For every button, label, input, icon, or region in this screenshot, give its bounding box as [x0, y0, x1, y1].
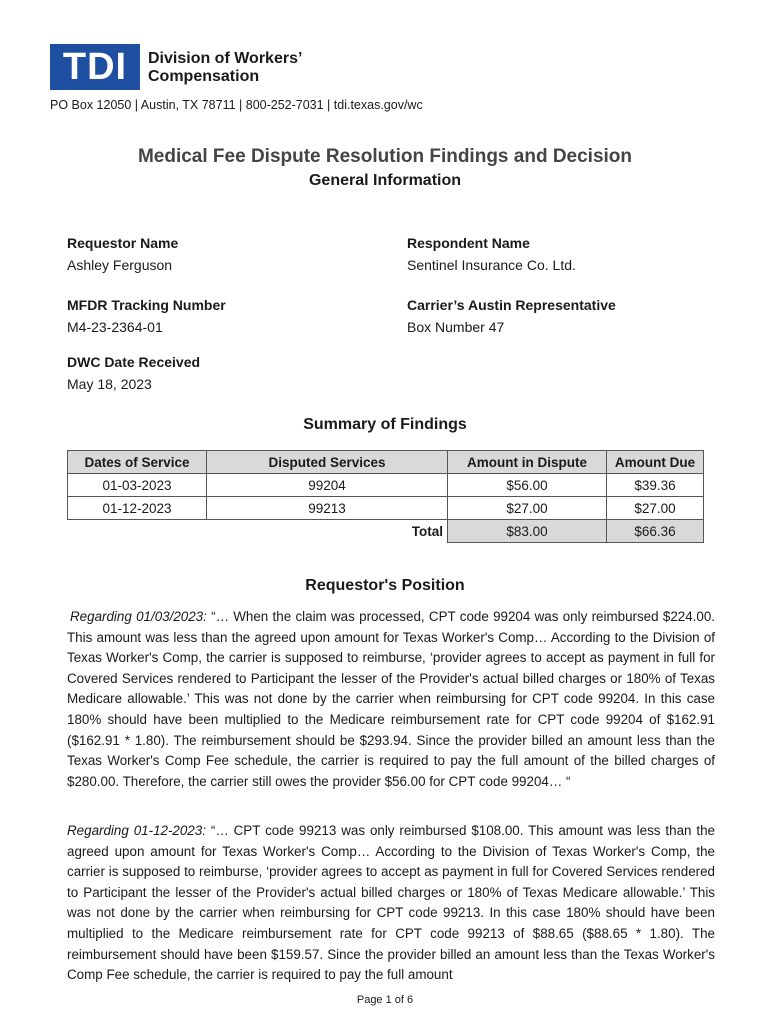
- respondent-field: [407, 235, 576, 273]
- respondent-label: Respondent Name: [407, 235, 530, 251]
- requestor-position-heading: Requestor's Position: [305, 577, 465, 594]
- received-label: DWC Date Received: [67, 354, 201, 370]
- tdi-logo: TDI: [50, 44, 140, 90]
- tracking-value: M4-23-2364-01: [67, 319, 163, 335]
- cell-dispute: $27.00: [448, 497, 607, 520]
- findings-table: [67, 450, 704, 543]
- section-general-information: General Information: [308, 172, 462, 189]
- carrier-label: Carrier’s Austin Representative: [407, 297, 616, 313]
- cell-service: 99204: [207, 474, 448, 497]
- page-number: Page 1 of 6: [356, 994, 414, 1006]
- carrier-value: Box Number 47: [407, 319, 505, 335]
- position-paragraph-1: [67, 607, 715, 792]
- total-dispute: $83.00: [448, 520, 607, 543]
- paragraph-1-text: “… When the claim was processed, CPT code 99204 was only reimbursed $224.00. This amount was less than the agreed upon amount for Texas Worker's Comp… According to the Division of Texas Worker's Comp, the carrier is supposed to reimburse, ‘provider agrees to accept as payment in full for Covered Services rendered to Participant the lesser of the Provider's actual billed charges or 180% of Texas Medicare allowable.’ This was not done by the carrier when reimbursing for CPT code 99204. In this case 180% should have been multiplied to the Medicare reimbursement rate for CPT code 99204 of $162.91 ($162.91 * 1.80). The reimbursement should be $293.94. Since the provider billed an amount less than the Texas Worker's Comp Fee schedule, the carrier is required to pay the full amount of the billed charges of $280.00. Therefore, the carrier still owes the provider $56.00 for CPT code 99204… “: [67, 609, 715, 789]
- col-dates: Dates of Service: [68, 451, 207, 474]
- summary-heading: Summary of Findings: [303, 416, 467, 433]
- paragraph-2-lead: Regarding 01-12-2023:: [67, 823, 206, 838]
- org-name-line1: Division of Workers’: [148, 50, 303, 67]
- col-amount-dispute: Amount in Dispute: [448, 451, 607, 474]
- respondent-value: Sentinel Insurance Co. Ltd.: [407, 257, 576, 273]
- table-header-row: [68, 451, 704, 474]
- carrier-field: [407, 297, 616, 335]
- org-name: [148, 50, 368, 86]
- table-row: [68, 497, 704, 520]
- paragraph-2-text: “… CPT code 99213 was only reimbursed $108.00. This amount was less than the agreed upon amount for Texas Worker's Comp… According to the Division of Texas Worker's Comp, the carrier is supposed to reimburse, ‘provider agrees to accept as payment in full for Covered Services rendered to Participant the lesser of the Provider's actual billed charges or 180% of Texas Medicare allowable.’ This was not done by the carrier when reimbursing for CPT code 99213. In this case 180% should have been multiplied to the Medicare reimbursement rate for CPT code 99213 of $88.65 ($88.65 * 1.80). The reimbursement should have been $159.57. Since the provider billed an amount less than the Texas Worker's Comp Fee schedule, the carrier is required to pay the full amount: [67, 823, 716, 983]
- cell-due: $27.00: [607, 497, 704, 520]
- cell-date: 01-03-2023: [68, 474, 207, 497]
- org-name-line2: Compensation: [148, 68, 260, 85]
- col-amount-due: Amount Due: [607, 451, 704, 474]
- col-services: Disputed Services: [207, 451, 448, 474]
- cell-due: $39.36: [607, 474, 704, 497]
- cell-date: 01-12-2023: [68, 497, 207, 520]
- requestor-value: Ashley Ferguson: [67, 257, 173, 273]
- cell-service: 99213: [207, 497, 448, 520]
- cell-dispute: $56.00: [448, 474, 607, 497]
- received-value: May 18, 2023: [67, 376, 152, 392]
- page-title: Medical Fee Dispute Resolution Findings and Decision: [137, 146, 633, 167]
- tracking-field: [67, 297, 226, 335]
- total-row: [68, 520, 704, 543]
- total-due: $66.36: [607, 520, 704, 543]
- requestor-field: [67, 235, 178, 273]
- requestor-label: Requestor Name: [67, 235, 179, 251]
- contact-line: PO Box 12050 | Austin, TX 78711 | 800-252-7031 | tdi.texas.gov/wc: [50, 98, 423, 112]
- received-field: [67, 354, 200, 392]
- position-paragraph-2: [67, 821, 715, 986]
- empty-cell: [68, 520, 207, 543]
- table-row: [68, 474, 704, 497]
- tracking-label: MFDR Tracking Number: [67, 297, 226, 313]
- total-label: Total: [411, 523, 443, 539]
- paragraph-1-lead: Regarding 01/03/2023:: [70, 609, 207, 624]
